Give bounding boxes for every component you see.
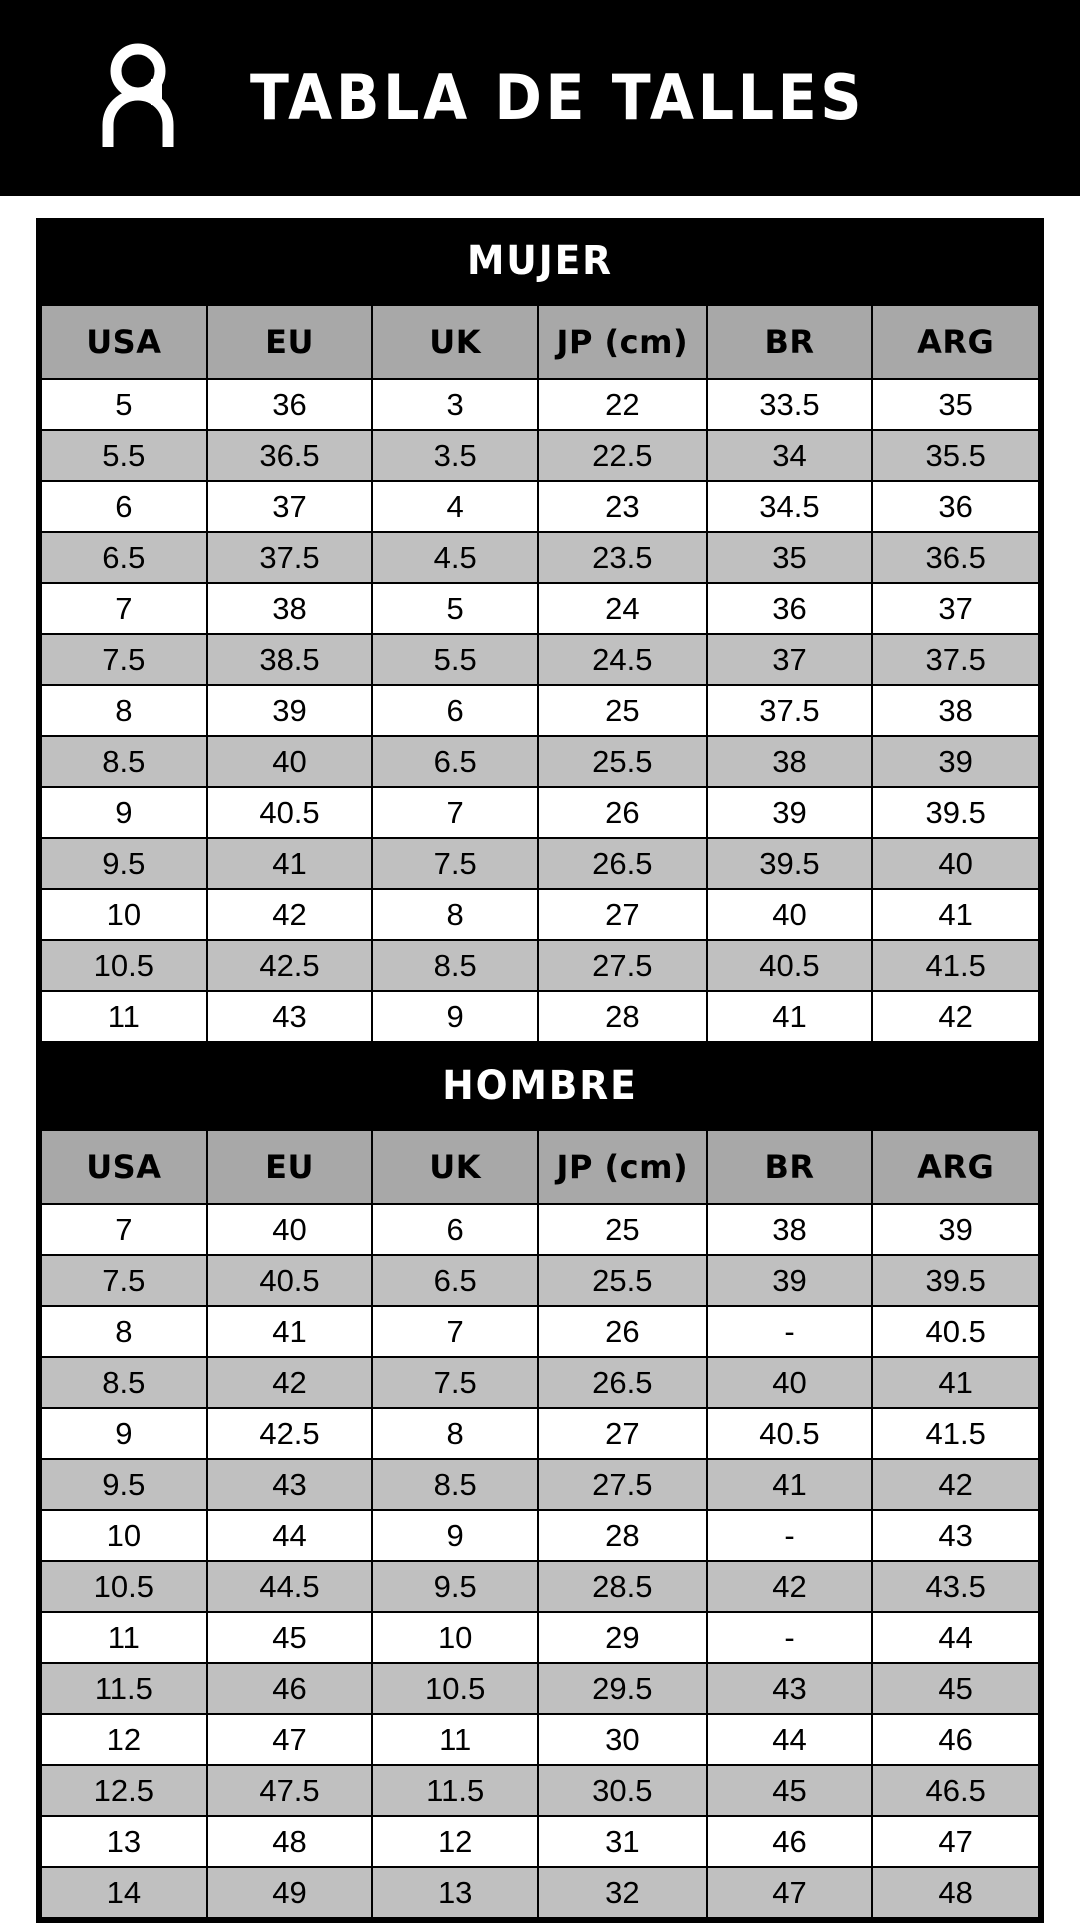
column-header-br: BR — [707, 1130, 873, 1204]
cell-eu: 42.5 — [207, 1408, 373, 1459]
cell-arg: 46.5 — [872, 1765, 1039, 1816]
cell-uk: 4.5 — [372, 532, 538, 583]
cell-eu: 43 — [207, 1459, 373, 1510]
cell-eu: 43 — [207, 991, 373, 1042]
cell-jp: 26 — [538, 787, 707, 838]
cell-br: 34.5 — [707, 481, 873, 532]
cell-arg: 37.5 — [872, 634, 1039, 685]
cell-uk: 6 — [372, 1204, 538, 1255]
table-row — [41, 787, 1039, 838]
cell-jp: 26.5 — [538, 838, 707, 889]
column-header-eu: EU — [207, 305, 373, 379]
column-header-jp: JP (cm) — [538, 305, 707, 379]
cell-arg: 48 — [872, 1867, 1039, 1918]
cell-usa: 5 — [41, 379, 207, 430]
cell-usa: 11 — [41, 1612, 207, 1663]
table-row — [41, 634, 1039, 685]
on-running-logo-icon — [96, 43, 180, 153]
cell-usa: 7 — [41, 583, 207, 634]
cell-usa: 8 — [41, 685, 207, 736]
cell-usa: 8.5 — [41, 736, 207, 787]
table-row — [41, 1816, 1039, 1867]
cell-eu: 37.5 — [207, 532, 373, 583]
cell-uk: 8 — [372, 1408, 538, 1459]
cell-uk: 5.5 — [372, 634, 538, 685]
column-header-usa: USA — [41, 1130, 207, 1204]
cell-eu: 41 — [207, 1306, 373, 1357]
cell-jp: 27.5 — [538, 1459, 707, 1510]
cell-uk: 9 — [372, 991, 538, 1042]
cell-br: 38 — [707, 736, 873, 787]
cell-eu: 39 — [207, 685, 373, 736]
tables-container — [0, 196, 1080, 1923]
cell-arg: 39 — [872, 736, 1039, 787]
section-title-women: MUJER — [70, 222, 1010, 304]
cell-usa: 12.5 — [41, 1765, 207, 1816]
cell-eu: 46 — [207, 1663, 373, 1714]
cell-eu: 37 — [207, 481, 373, 532]
cell-br: 40 — [707, 1357, 873, 1408]
cell-uk: 6 — [372, 685, 538, 736]
table-row — [41, 481, 1039, 532]
section-men — [36, 1043, 1044, 1923]
cell-uk: 9.5 — [372, 1561, 538, 1612]
cell-jp: 24.5 — [538, 634, 707, 685]
cell-usa: 8.5 — [41, 1357, 207, 1408]
cell-br: 41 — [707, 1459, 873, 1510]
cell-jp: 23 — [538, 481, 707, 532]
cell-usa: 8 — [41, 1306, 207, 1357]
cell-jp: 28 — [538, 991, 707, 1042]
column-header-uk: UK — [372, 305, 538, 379]
cell-jp: 29.5 — [538, 1663, 707, 1714]
cell-usa: 9 — [41, 787, 207, 838]
cell-jp: 27 — [538, 1408, 707, 1459]
cell-eu: 40.5 — [207, 787, 373, 838]
table-row — [41, 889, 1039, 940]
page-title: TABLA DE TALLES — [250, 61, 866, 134]
cell-jp: 25.5 — [538, 1255, 707, 1306]
cell-usa: 6.5 — [41, 532, 207, 583]
cell-eu: 44.5 — [207, 1561, 373, 1612]
cell-jp: 28.5 — [538, 1561, 707, 1612]
cell-uk: 5 — [372, 583, 538, 634]
cell-arg: 43 — [872, 1510, 1039, 1561]
table-row — [41, 940, 1039, 991]
cell-jp: 29 — [538, 1612, 707, 1663]
table-row — [41, 1612, 1039, 1663]
cell-arg: 43.5 — [872, 1561, 1039, 1612]
table-row — [41, 1714, 1039, 1765]
cell-uk: 6.5 — [372, 736, 538, 787]
cell-br: 34 — [707, 430, 873, 481]
cell-jp: 25 — [538, 1204, 707, 1255]
size-table-men — [40, 1129, 1040, 1919]
table-row — [41, 1765, 1039, 1816]
cell-usa: 13 — [41, 1816, 207, 1867]
table-header-row — [41, 1130, 1039, 1204]
column-header-uk: UK — [372, 1130, 538, 1204]
cell-br: 44 — [707, 1714, 873, 1765]
table-row — [41, 1561, 1039, 1612]
table-row — [41, 1867, 1039, 1918]
cell-arg: 39.5 — [872, 787, 1039, 838]
table-body-men — [41, 1204, 1039, 1918]
cell-usa: 14 — [41, 1867, 207, 1918]
cell-br: - — [707, 1510, 873, 1561]
cell-arg: 40 — [872, 838, 1039, 889]
cell-uk: 8.5 — [372, 940, 538, 991]
cell-arg: 36 — [872, 481, 1039, 532]
cell-eu: 48 — [207, 1816, 373, 1867]
cell-jp: 25.5 — [538, 736, 707, 787]
table-row — [41, 1663, 1039, 1714]
cell-br: 39 — [707, 787, 873, 838]
cell-usa: 7.5 — [41, 1255, 207, 1306]
table-row — [41, 685, 1039, 736]
table-row — [41, 1510, 1039, 1561]
cell-usa: 9.5 — [41, 1459, 207, 1510]
cell-usa: 11.5 — [41, 1663, 207, 1714]
table-row — [41, 991, 1039, 1042]
cell-usa: 10.5 — [41, 940, 207, 991]
cell-uk: 11 — [372, 1714, 538, 1765]
cell-arg: 41 — [872, 1357, 1039, 1408]
cell-br: 40.5 — [707, 1408, 873, 1459]
cell-eu: 38.5 — [207, 634, 373, 685]
cell-uk: 7.5 — [372, 1357, 538, 1408]
cell-jp: 28 — [538, 1510, 707, 1561]
table-row — [41, 736, 1039, 787]
cell-arg: 41 — [872, 889, 1039, 940]
cell-uk: 11.5 — [372, 1765, 538, 1816]
cell-br: 33.5 — [707, 379, 873, 430]
cell-arg: 40.5 — [872, 1306, 1039, 1357]
cell-jp: 30 — [538, 1714, 707, 1765]
cell-br: 40.5 — [707, 940, 873, 991]
cell-jp: 23.5 — [538, 532, 707, 583]
cell-jp: 22.5 — [538, 430, 707, 481]
cell-uk: 13 — [372, 1867, 538, 1918]
column-header-usa: USA — [41, 305, 207, 379]
cell-eu: 40 — [207, 1204, 373, 1255]
table-row — [41, 430, 1039, 481]
cell-eu: 47.5 — [207, 1765, 373, 1816]
cell-eu: 36.5 — [207, 430, 373, 481]
table-row — [41, 1204, 1039, 1255]
cell-arg: 37 — [872, 583, 1039, 634]
cell-arg: 36.5 — [872, 532, 1039, 583]
column-header-br: BR — [707, 305, 873, 379]
table-row — [41, 838, 1039, 889]
cell-usa: 6 — [41, 481, 207, 532]
cell-jp: 26 — [538, 1306, 707, 1357]
cell-uk: 3 — [372, 379, 538, 430]
cell-jp: 27 — [538, 889, 707, 940]
cell-jp: 25 — [538, 685, 707, 736]
cell-br: 39 — [707, 1255, 873, 1306]
table-row — [41, 1459, 1039, 1510]
cell-arg: 39.5 — [872, 1255, 1039, 1306]
table-row — [41, 1357, 1039, 1408]
cell-eu: 40.5 — [207, 1255, 373, 1306]
cell-eu: 47 — [207, 1714, 373, 1765]
cell-usa: 12 — [41, 1714, 207, 1765]
cell-uk: 7 — [372, 1306, 538, 1357]
cell-br: 37.5 — [707, 685, 873, 736]
page-header — [0, 0, 1080, 196]
table-row — [41, 1306, 1039, 1357]
cell-jp: 27.5 — [538, 940, 707, 991]
column-header-arg: ARG — [872, 1130, 1039, 1204]
cell-br: 45 — [707, 1765, 873, 1816]
cell-jp: 24 — [538, 583, 707, 634]
cell-jp: 26.5 — [538, 1357, 707, 1408]
cell-br: 40 — [707, 889, 873, 940]
cell-uk: 4 — [372, 481, 538, 532]
cell-eu: 45 — [207, 1612, 373, 1663]
table-header-row — [41, 305, 1039, 379]
cell-br: - — [707, 1612, 873, 1663]
section-title-men: HOMBRE — [70, 1047, 1010, 1129]
cell-arg: 35.5 — [872, 430, 1039, 481]
cell-usa: 11 — [41, 991, 207, 1042]
cell-br: 47 — [707, 1867, 873, 1918]
cell-eu: 36 — [207, 379, 373, 430]
cell-arg: 46 — [872, 1714, 1039, 1765]
column-header-arg: ARG — [872, 305, 1039, 379]
cell-arg: 42 — [872, 991, 1039, 1042]
cell-uk: 8.5 — [372, 1459, 538, 1510]
cell-arg: 41.5 — [872, 1408, 1039, 1459]
table-body-women — [41, 379, 1039, 1042]
cell-uk: 8 — [372, 889, 538, 940]
cell-uk: 12 — [372, 1816, 538, 1867]
cell-usa: 10 — [41, 1510, 207, 1561]
column-header-jp: JP (cm) — [538, 1130, 707, 1204]
cell-br: 46 — [707, 1816, 873, 1867]
section-women — [36, 218, 1044, 1043]
cell-br: 37 — [707, 634, 873, 685]
cell-eu: 40 — [207, 736, 373, 787]
cell-br: 35 — [707, 532, 873, 583]
cell-arg: 44 — [872, 1612, 1039, 1663]
cell-jp: 32 — [538, 1867, 707, 1918]
cell-eu: 38 — [207, 583, 373, 634]
cell-eu: 42 — [207, 889, 373, 940]
cell-eu: 42.5 — [207, 940, 373, 991]
cell-eu: 41 — [207, 838, 373, 889]
cell-usa: 9.5 — [41, 838, 207, 889]
size-table-women — [40, 304, 1040, 1043]
cell-uk: 10.5 — [372, 1663, 538, 1714]
cell-usa: 9 — [41, 1408, 207, 1459]
cell-usa: 7.5 — [41, 634, 207, 685]
cell-br: - — [707, 1306, 873, 1357]
cell-uk: 9 — [372, 1510, 538, 1561]
cell-uk: 10 — [372, 1612, 538, 1663]
cell-jp: 31 — [538, 1816, 707, 1867]
column-header-eu: EU — [207, 1130, 373, 1204]
cell-arg: 38 — [872, 685, 1039, 736]
cell-br: 41 — [707, 991, 873, 1042]
cell-br: 38 — [707, 1204, 873, 1255]
cell-uk: 3.5 — [372, 430, 538, 481]
table-row — [41, 379, 1039, 430]
cell-usa: 5.5 — [41, 430, 207, 481]
cell-usa: 7 — [41, 1204, 207, 1255]
cell-arg: 45 — [872, 1663, 1039, 1714]
cell-br: 42 — [707, 1561, 873, 1612]
cell-uk: 7.5 — [372, 838, 538, 889]
cell-br: 43 — [707, 1663, 873, 1714]
cell-br: 36 — [707, 583, 873, 634]
cell-jp: 30.5 — [538, 1765, 707, 1816]
table-row — [41, 1408, 1039, 1459]
cell-uk: 7 — [372, 787, 538, 838]
cell-arg: 41.5 — [872, 940, 1039, 991]
cell-usa: 10 — [41, 889, 207, 940]
table-row — [41, 583, 1039, 634]
cell-arg: 39 — [872, 1204, 1039, 1255]
cell-arg: 47 — [872, 1816, 1039, 1867]
cell-eu: 42 — [207, 1357, 373, 1408]
table-row — [41, 532, 1039, 583]
cell-arg: 35 — [872, 379, 1039, 430]
cell-eu: 44 — [207, 1510, 373, 1561]
cell-usa: 10.5 — [41, 1561, 207, 1612]
cell-arg: 42 — [872, 1459, 1039, 1510]
table-row — [41, 1255, 1039, 1306]
cell-eu: 49 — [207, 1867, 373, 1918]
cell-br: 39.5 — [707, 838, 873, 889]
cell-uk: 6.5 — [372, 1255, 538, 1306]
cell-jp: 22 — [538, 379, 707, 430]
